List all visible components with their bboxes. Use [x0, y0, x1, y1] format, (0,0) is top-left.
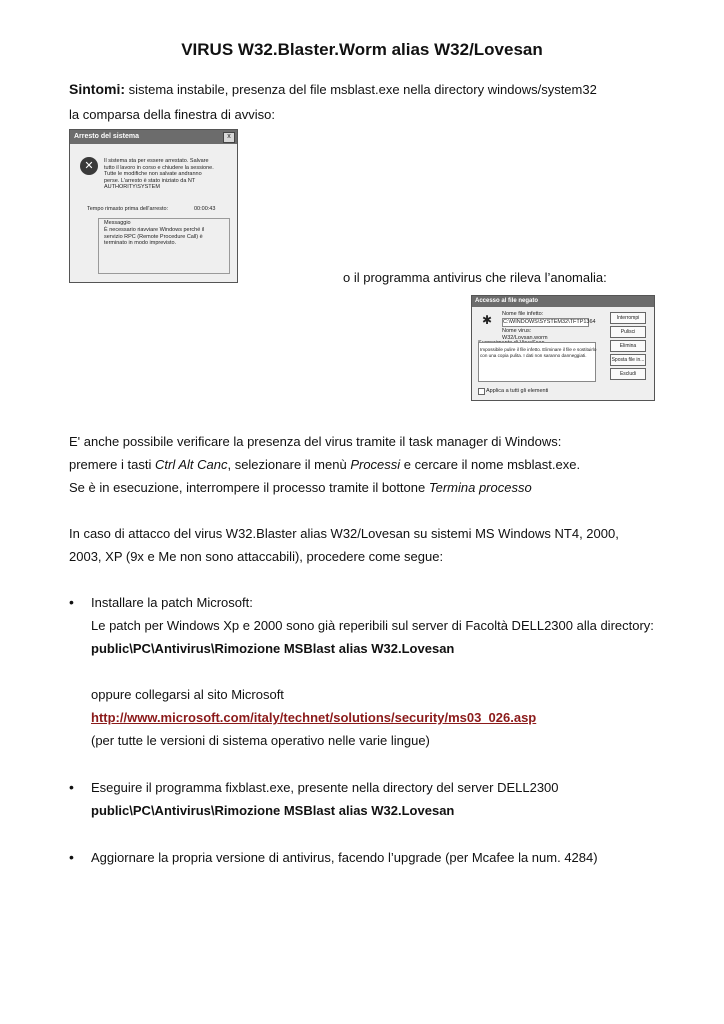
access-denied-titlebar: Accesso al file negato [472, 296, 654, 307]
sintomi-label: Sintomi: [69, 81, 125, 97]
taskmanager-line-2-e: e cercare il nome msblast.exe. [400, 457, 581, 472]
shutdown-line-1: Il sistema sta per essere arrestato. Salvare [104, 158, 209, 164]
taskmanager-line-2 [69, 457, 580, 473]
sintomi-paragraph [69, 81, 597, 98]
access-denied-dialog-image [471, 295, 655, 401]
close-icon: x [223, 132, 235, 143]
escludi-button: Escludi [610, 368, 646, 380]
shutdown-dialog-image [69, 129, 238, 283]
taskmanager-line-2-a: premere i tasti [69, 457, 155, 472]
bullet-3-line-1: Aggiornare la propria versione di antivirus, facendo l’upgrade (per Mcafee la num. 4284) [91, 850, 598, 865]
antivirus-intro: o il programma antivirus che rileva l’anomalia: [343, 270, 607, 285]
elimina-button: Elimina [610, 340, 646, 352]
bullet-1-line-2: Le patch per Windows Xp e 2000 sono già reperibili sul server di Facoltà DELL2300 alla directory: [91, 618, 654, 633]
shutdown-line-3: Tutte le modifiche non salvate andranno [104, 171, 202, 177]
apply-all-label: Applica a tutti gli elementi [486, 388, 549, 394]
page-title: VIRUS W32.Blaster.Worm alias W32/Lovesan [181, 40, 543, 59]
sintomi-line2: la comparsa della finestra di avviso: [69, 107, 275, 122]
shutdown-message-line-3: terminato in modo imprevisto. [104, 240, 177, 246]
bullet-marker-2: • [69, 779, 74, 795]
bullet-1-alt: oppure collegarsi al sito Microsoft [91, 687, 284, 702]
pulisci-button: Pulisci [610, 326, 646, 338]
bullet-2-path: public\PC\Antivirus\Rimozione MSBlast alias W32.Lovesan [91, 803, 455, 818]
microsoft-link[interactable]: http://www.microsoft.com/italy/technet/solutions/security/ms03_026.asp [91, 710, 537, 725]
suggestion-line-1: Impossibile pulire il file infetto. Eliminare il file e sostituirlo [480, 347, 597, 352]
shutdown-message-line-1: È necessario riavviare Windows perché il [104, 227, 205, 233]
taskmanager-line-3 [69, 480, 532, 496]
shutdown-message-label: Messaggio [104, 220, 131, 226]
taskmanager-line-3-a: Se è in esecuzione, interrompere il processo tramite il bottone [69, 480, 429, 495]
bullet-1-title: Installare la patch Microsoft: [91, 595, 253, 610]
shutdown-line-5: AUTHORITY\SYSTEM [104, 184, 160, 190]
bullet-2-line-1: Eseguire il programma fixblast.exe, presente nella directory del server DELL2300 [91, 780, 559, 795]
taskmanager-line-1: E' anche possibile verificare la presenza del virus tramite il task manager di Windows: [69, 434, 562, 449]
bullet-marker-3: • [69, 849, 74, 865]
sintomi-text: sistema instabile, presenza del file msblast.exe nella directory windows/system32 [125, 82, 597, 97]
bug-icon: ✱ [481, 313, 493, 327]
taskmanager-line-2-c: , selezionare il menù [227, 457, 351, 472]
virus-name-label: Nome virus: [502, 328, 532, 334]
infected-file-value: C:\WINDOWS\SYSTEM32\TFTP1364 [503, 318, 596, 325]
shutdown-time-value: 00:00:43 [194, 206, 216, 212]
bullet-1-path: public\PC\Antivirus\Rimozione MSBlast alias W32.Lovesan [91, 641, 455, 656]
shutdown-dialog-titlebar: Arresto del sistema [70, 130, 237, 144]
error-x-icon: ✕ [80, 157, 98, 175]
ctrl-alt-canc-text: Ctrl Alt Canc [154, 457, 228, 472]
attacco-line-1: In caso di attacco del virus W32.Blaster alias W32/Lovesan su sistemi MS Windows NT4, 2000, [69, 526, 619, 541]
infected-file-label: Nome file infetto: [502, 311, 544, 317]
shutdown-line-2: tutto il lavoro in corso e chiudere la sessione. [104, 164, 214, 171]
shutdown-time-label: Tempo rimasto prima dell'arresto: [87, 206, 169, 212]
attacco-line-2: 2003, XP (9x e Me non sono attaccabili), procedere come segue: [69, 549, 444, 564]
apply-all-checkbox [478, 388, 485, 395]
termina-processo-text: Termina processo [428, 480, 532, 495]
sposta-file-button: Sposta file in... [610, 354, 646, 366]
processi-text: Processi [350, 457, 401, 472]
suggestion-line-2: con una copia pulita. I dati non saranno danneggiati. [480, 353, 587, 358]
bullet-marker-1: • [69, 594, 74, 610]
interrompi-button: Interrompi [610, 312, 646, 324]
shutdown-message-line-2: servizio RPC (Remote Procedure Call) è [104, 233, 203, 240]
bullet-1-note: (per tutte le versioni di sistema operativo nelle varie lingue) [91, 733, 430, 748]
shutdown-line-4: perse. L'arresto è stato iniziato da NT [104, 177, 196, 184]
virus-name-value: W32/Lovsan.worm [502, 334, 548, 341]
